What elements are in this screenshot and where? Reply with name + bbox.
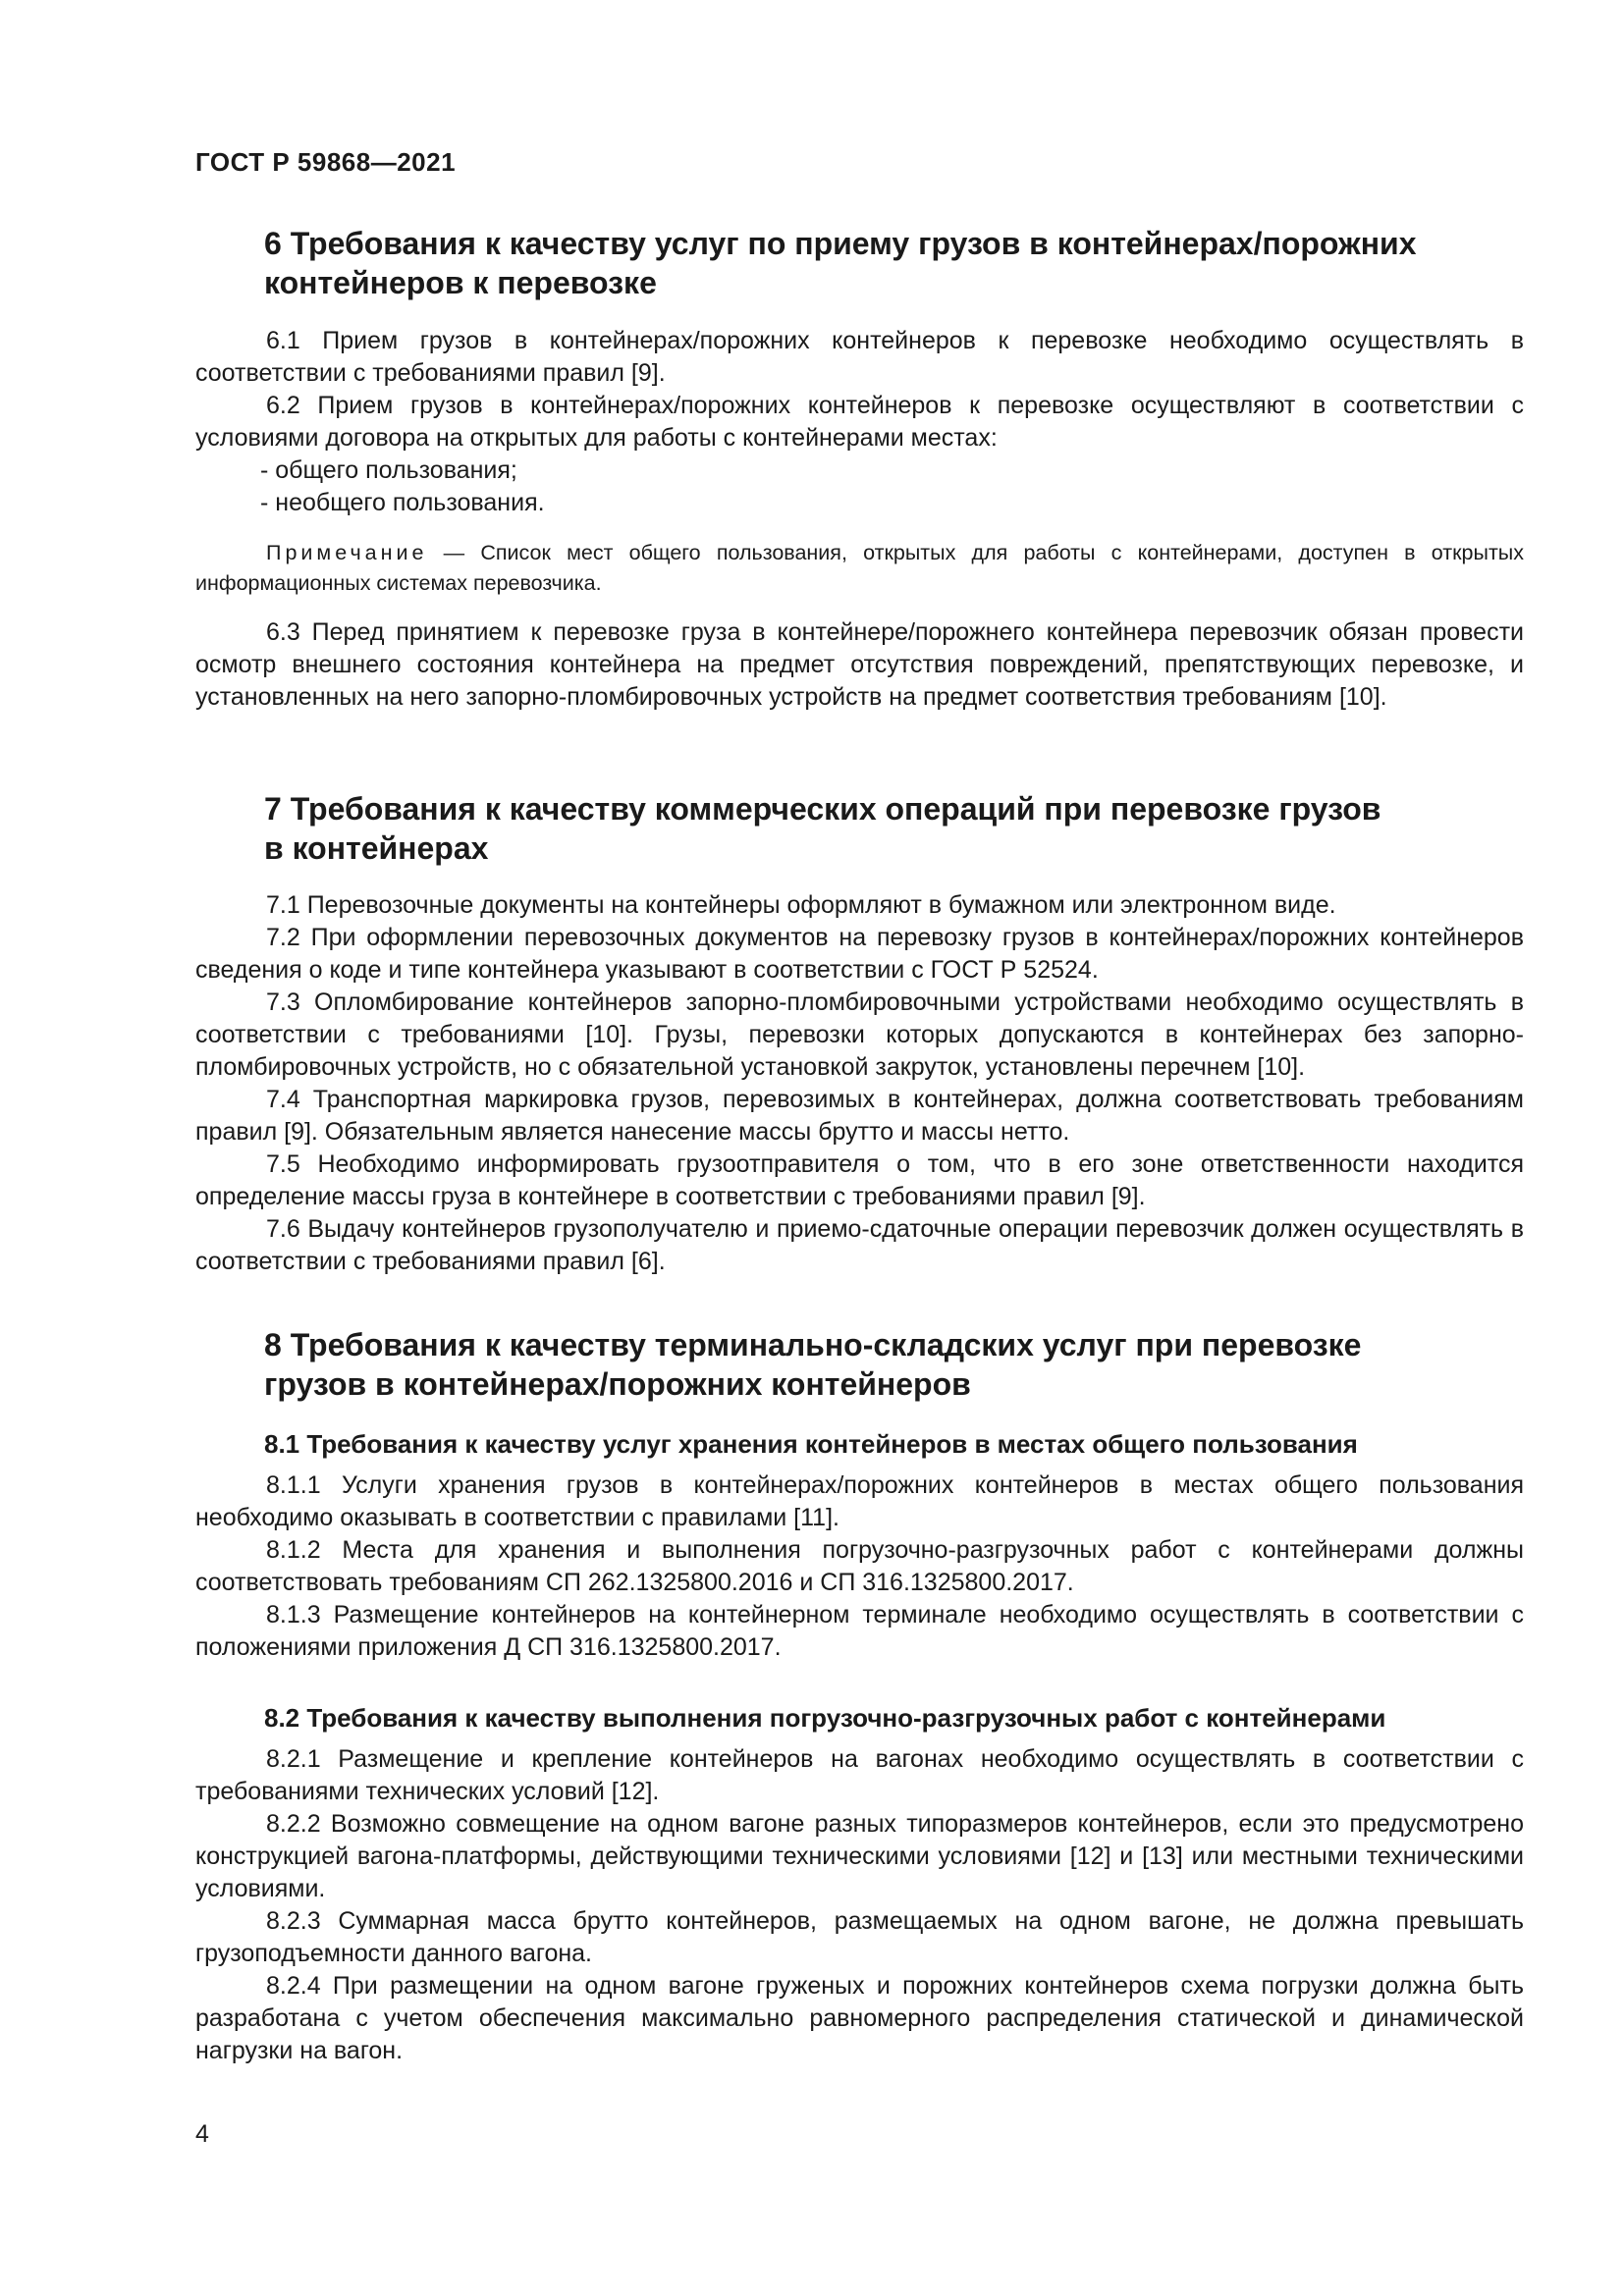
- subsection-8-1-title: [195, 1427, 1524, 1461]
- subsection-8-1-heading: 8.1 Требования к качеству услуг хранения контейнеров в местах общего пользования: [264, 1429, 1358, 1459]
- list-item-public: - общего пользования;: [260, 456, 517, 484]
- paragraph-8-1-1: 8.1.1 Услуги хранения грузов в контейнерах/порожних контейнеров в местах общего пользования необходимо оказывать в соответствии с правилами [11].: [195, 1471, 1524, 1531]
- paragraph-8-2-3: 8.2.3 Суммарная масса брутто контейнеров, размещаемых на одном вагоне, не должна превышать грузоподъемности данного вагона.: [195, 1907, 1524, 1967]
- subsection-8-2-heading: 8.2 Требования к качеству выполнения погрузочно-разгрузочных работ с контейнерами: [264, 1703, 1386, 1733]
- list-item-non-public: - необщего пользования.: [260, 489, 545, 516]
- paragraph-8-2-2: 8.2.2 Возможно совмещение на одном вагоне разных типоразмеров контейнеров, если это предусмотрено конструкцией вагона-платформы, действующими техническими условиями [12] и [13] или местными техническими условиями.: [195, 1810, 1524, 1902]
- note-label: Примечание: [266, 541, 428, 564]
- paragraph-8-2-1: 8.2.1 Размещение и крепление контейнеров на вагонах необходимо осуществлять в соответствии с требованиями технических условий [12].: [195, 1745, 1524, 1805]
- section-8-title-line2: грузов в контейнерах/порожних контейнеров: [264, 1366, 971, 1402]
- section-7-title-line1: 7 Требования к качеству коммерческих операций при перевозке грузов: [264, 791, 1381, 827]
- paragraph-7-4: 7.4 Транспортная маркировка грузов, перевозимых в контейнерах, должна соответствовать требованиям правил [9]. Обязательным является нанесение массы брутто и массы нетто.: [195, 1086, 1524, 1146]
- note-paragraph: [195, 538, 1524, 599]
- paragraph-7-3: 7.3 Опломбирование контейнеров запорно-пломбировочными устройствами необходимо осуществлять в соответствии с требованиями [10]. Грузы, перевозки которых допускаются в контейнерах без запорно-пломбировочных устройств, но с обязательной установкой закруток, установлены перечнем [10].: [195, 988, 1524, 1081]
- subsection-8-1-body: [195, 1469, 1524, 1664]
- paragraph-6-2: 6.2 Прием грузов в контейнерах/порожних контейнеров к перевозке осуществляют в соответствии с условиями договора на открытых для работы с контейнерами местах:: [195, 392, 1524, 452]
- paragraph-6-1: 6.1 Прием грузов в контейнерах/порожних контейнеров к перевозке необходимо осуществлять в соответствии с требованиями правил [9].: [195, 327, 1524, 387]
- section-6-title: [195, 224, 1524, 302]
- paragraph-6-3: 6.3 Перед принятием к перевозке груза в контейнере/порожнего контейнера перевозчик обязан провести осмотр внешнего состояния контейнера на предмет отсутствия повреждений, препятствующих перевозке, и установленных на него запорно-пломбировочных устройств на предмет соответствия требованиям [10].: [195, 618, 1524, 711]
- subsection-8-2-body: [195, 1743, 1524, 2067]
- paragraph-7-5: 7.5 Необходимо информировать грузоотправителя о том, что в его зоне ответственности находится определение массы груза в контейнере в соответствии с требованиями правил [9].: [195, 1150, 1524, 1210]
- paragraph-7-6: 7.6 Выдачу контейнеров грузополучателю и приемо-сдаточные операции перевозчик должен осуществлять в соответствии с требованиями правил [6].: [195, 1215, 1524, 1275]
- section-8-title: [195, 1325, 1524, 1404]
- section-7-body: [195, 889, 1524, 1278]
- note-block: [195, 538, 1524, 599]
- section-6-body: [195, 325, 1524, 519]
- paragraph-7-2: 7.2 При оформлении перевозочных документов на перевозку грузов в контейнерах/порожних контейнеров сведения о коде и типе контейнера указывают в соответствии с ГОСТ Р 52524.: [195, 924, 1524, 984]
- section-7-title: [195, 789, 1524, 868]
- subsection-8-2-title: [195, 1701, 1524, 1735]
- paragraph-8-1-3: 8.1.3 Размещение контейнеров на контейнерном терминале необходимо осуществлять в соответствии с положениями приложения Д СП 316.1325800.2017.: [195, 1601, 1524, 1661]
- paragraph-7-1: 7.1 Перевозочные документы на контейнеры оформляют в бумажном или электронном виде.: [266, 891, 1336, 919]
- paragraph-8-1-2: 8.1.2 Места для хранения и выполнения погрузочно-разгрузочных работ с контейнерами должны соответствовать требованиям СП 262.1325800.2016 и СП 316.1325800.2017.: [195, 1536, 1524, 1596]
- section-7-title-line2: в контейнерах: [264, 830, 489, 866]
- paragraph-8-2-4: 8.2.4 При размещении на одном вагоне груженых и порожних контейнеров схема погрузки должна быть разработана с учетом обеспечения максимально равномерного распределения статической и динамической нагрузки на вагон.: [195, 1972, 1524, 2064]
- note-text: — Список мест общего пользования, открытых для работы с контейнерами, доступен в открытых информационных системах перевозчика.: [195, 541, 1524, 595]
- section-6-title-line2: контейнеров к перевозке: [264, 265, 657, 300]
- page-number: 4: [195, 2120, 209, 2148]
- document-code: ГОСТ Р 59868—2021: [195, 147, 457, 177]
- section-6-body-2: [195, 616, 1524, 714]
- section-6-title-line1: 6 Требования к качеству услуг по приему грузов в контейнерах/порожних: [264, 226, 1417, 261]
- section-8-title-line1: 8 Требования к качеству терминально-складских услуг при перевозке: [264, 1327, 1362, 1362]
